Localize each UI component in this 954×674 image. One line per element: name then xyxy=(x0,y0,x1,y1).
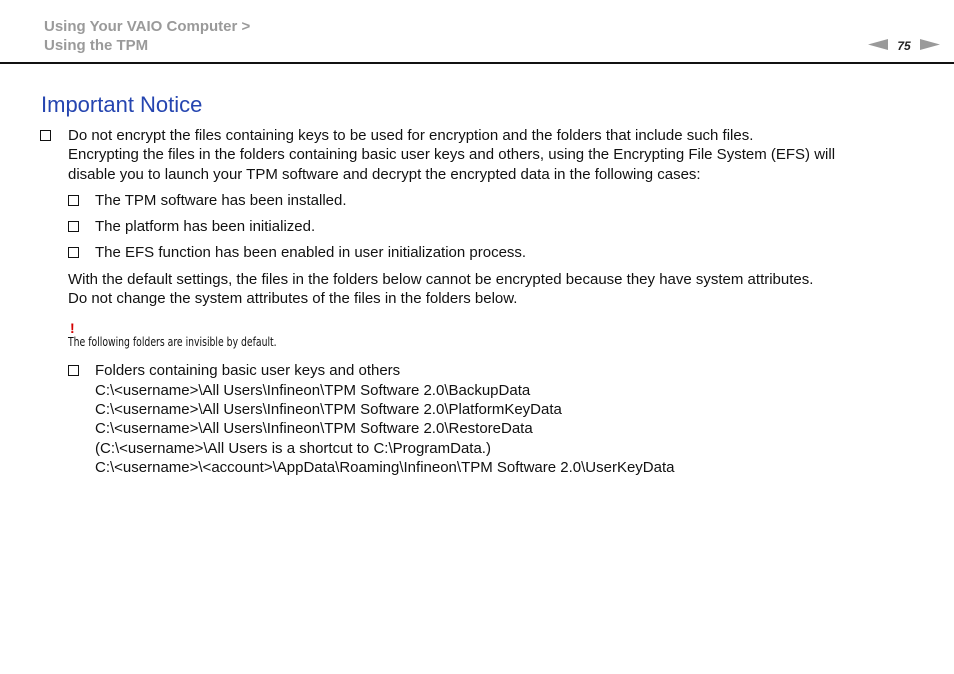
folder-heading: Folders containing basic user keys and others xyxy=(95,362,401,380)
case-list xyxy=(68,191,900,263)
previous-page-icon[interactable] xyxy=(868,37,888,55)
page-header xyxy=(0,0,954,64)
main-bullet-item xyxy=(40,126,900,184)
case-text: The EFS function has been enabled in user initialization process. xyxy=(95,244,527,262)
folder-path: C:\<username>\All Users\Infineon\TPM Software 2.0\PlatformKeyData xyxy=(95,400,562,418)
folder-path: C:\<username>\<account>\AppData\Roaming\Infineon\TPM Software 2.0\UserKeyData xyxy=(95,458,675,476)
page-navigation xyxy=(868,37,940,55)
paragraph-line: Do not change the system attributes of the files in the folders below. xyxy=(68,290,518,308)
breadcrumb xyxy=(44,17,250,55)
header-divider xyxy=(0,62,954,64)
warning-icon: ! xyxy=(70,320,75,337)
checkbox-bullet-icon xyxy=(68,365,79,376)
breadcrumb-chapter[interactable]: Using Your VAIO Computer > xyxy=(44,18,251,35)
folder-path: C:\<username>\All Users\Infineon\TPM Software 2.0\BackupData xyxy=(95,381,531,399)
checkbox-bullet-icon xyxy=(68,247,79,258)
main-item-line: Do not encrypt the files containing keys to be used for encryption and the folders that include such files. xyxy=(68,127,754,144)
list-item xyxy=(68,243,900,262)
case-text: The TPM software has been installed. xyxy=(95,191,347,209)
list-item xyxy=(68,217,900,236)
list-item xyxy=(68,191,900,210)
notice-content xyxy=(40,126,900,477)
paragraph-line: With the default settings, the files in the folders below cannot be encrypted because they have system attributes. xyxy=(68,270,814,288)
default-settings-paragraph xyxy=(68,270,900,309)
next-page-icon[interactable] xyxy=(920,37,940,55)
case-text: The platform has been initialized. xyxy=(95,218,316,236)
breadcrumb-section[interactable]: Using the TPM xyxy=(44,37,149,54)
folder-bullet-item xyxy=(68,361,900,477)
main-item-line: Encrypting the files in the folders containing basic user keys and others, using the Encrypting File System (EFS) will xyxy=(68,146,836,164)
note-text: The following folders are invisible by default. xyxy=(68,335,277,350)
checkbox-bullet-icon xyxy=(68,195,79,206)
checkbox-bullet-icon xyxy=(68,221,79,232)
checkbox-bullet-icon xyxy=(40,130,51,141)
folder-path: C:\<username>\All Users\Infineon\TPM Software 2.0\RestoreData xyxy=(95,420,533,438)
folder-path-note: (C:\<username>\All Users is a shortcut to C:\ProgramData.) xyxy=(95,439,491,457)
page-title: Important Notice xyxy=(41,92,203,117)
page-number: 75 xyxy=(897,39,911,53)
main-item-line: disable you to launch your TPM software and decrypt the encrypted data in the following cases: xyxy=(68,165,701,183)
